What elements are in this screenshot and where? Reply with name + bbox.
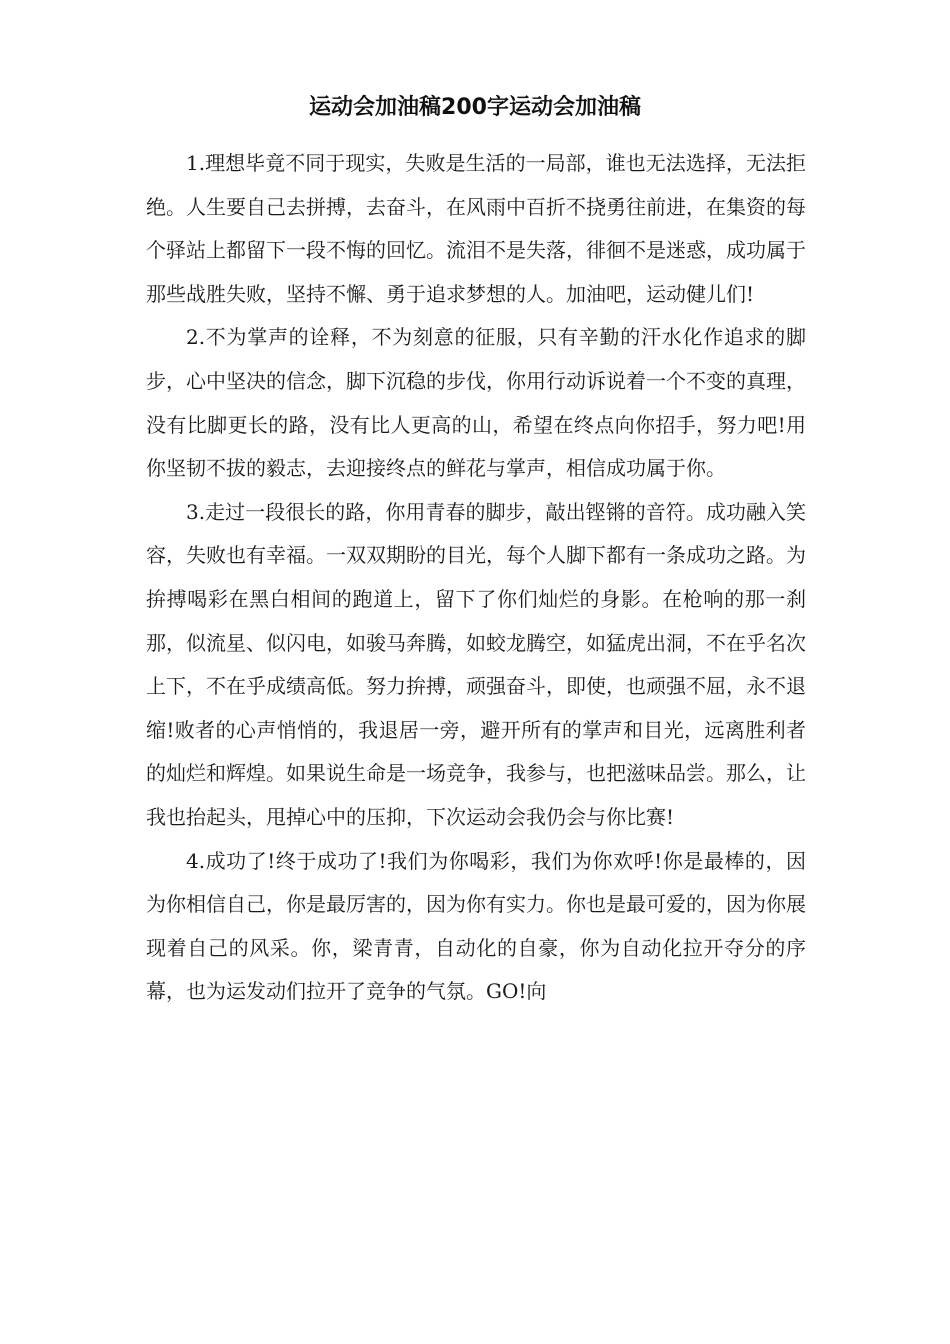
paragraph-4: 4.成功了!终于成功了!我们为你喝彩，我们为你欢呼!你是最棒的，因为你相信自己，你是最厉害的，因为你有实力。你也是最可爱的，因为你展现着自己的风采。你，梁青青，自动化的自豪，你为自动化拉开夺分的序幕，也为运发动们拉开了竞争的气氛。GO!向 <box>146 848 806 1004</box>
document-body <box>146 142 806 1014</box>
paragraph-1: 1.理想毕竟不同于现实，失败是生活的一局部，谁也无法选择，无法拒绝。人生要自己去拼搏，去奋斗，在风雨中百折不挠勇往前进，在集资的每个驿站上都留下一段不悔的回忆。流泪不是失落，徘徊不是迷惑，成功属于那些战胜失败，坚持不懈、勇于追求梦想的人。加油吧，运动健儿们! <box>146 151 806 306</box>
document-title: 运动会加油稿200字运动会加油稿 <box>309 95 641 120</box>
paragraph-3: 3.走过一段很长的路，你用青春的脚步，敲出铿锵的音符。成功融入笑容，失败也有幸福。一双双期盼的目光，每个人脚下都有一条成功之路。为拚搏喝彩在黑白相间的跑道上，留下了你们灿烂的身影。在枪响的那一刹那，似流星、似闪电，如骏马奔腾，如蛟龙腾空，如猛虎出洞，不在乎名次上下，不在乎成绩高低。努力拚搏，顽强奋斗，即使，也顽强不屈，永不退缩!败者的心声悄悄的，我退居一旁，避开所有的掌声和目光，远离胜利者的灿烂和辉煌。如果说生命是一场竞争，我参与，也把滋味品尝。那么，让我也抬起头，甩掉心中的压抑，下次运动会我仍会与你比赛! <box>146 499 806 829</box>
paragraph-2: 2.不为掌声的诠释，不为刻意的征服，只有辛勤的汗水化作追求的脚步，心中坚决的信念，脚下沉稳的步伐，你用行动诉说着一个不变的真理，没有比脚更长的路，没有比人更高的山，希望在终点向你招手，努力吧!用你坚韧不拔的毅志，去迎接终点的鲜花与掌声，相信成功属于你。 <box>146 325 806 481</box>
